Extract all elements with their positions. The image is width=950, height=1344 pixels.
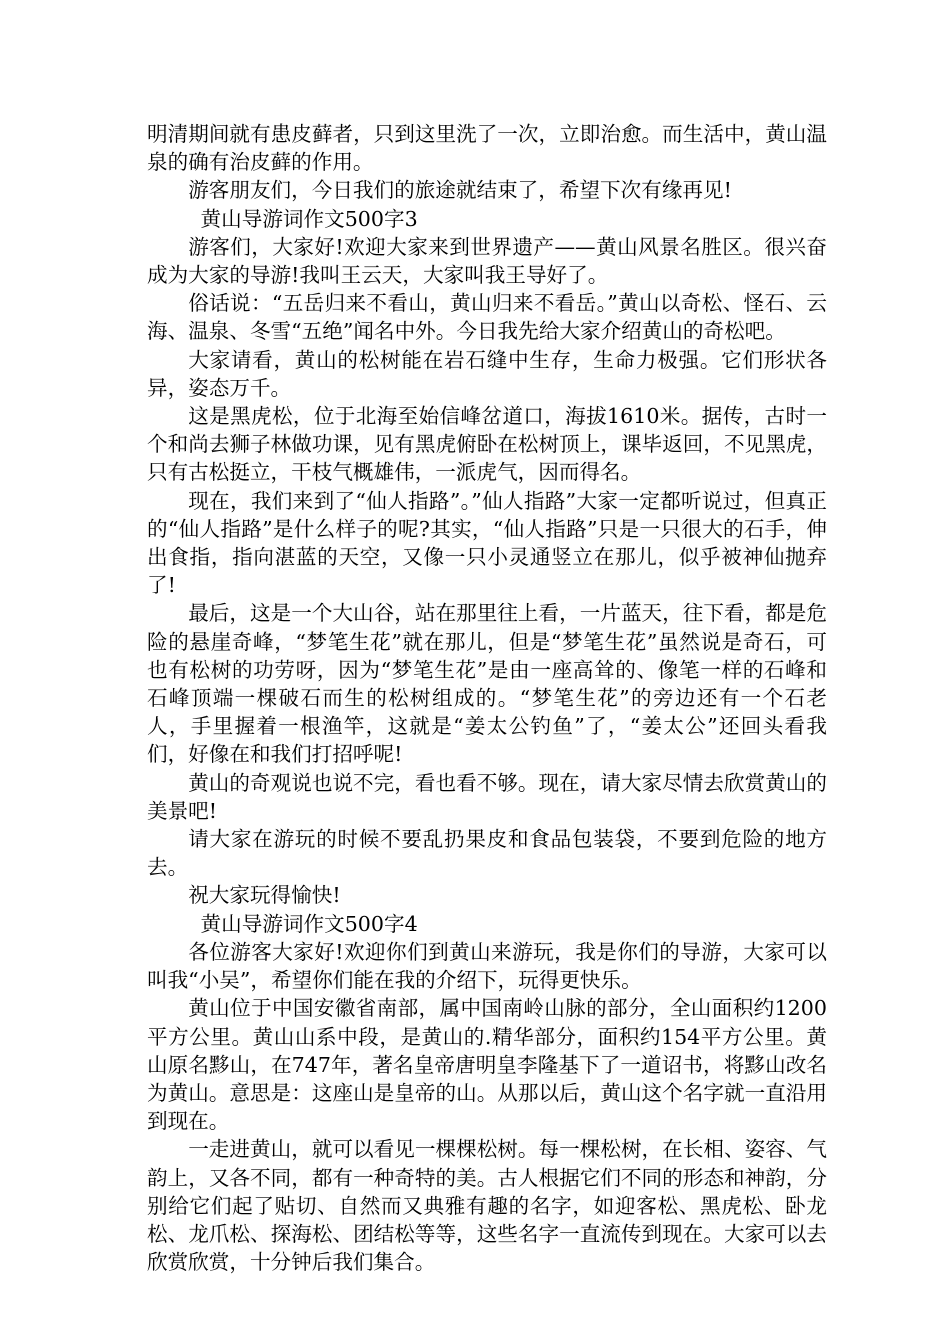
paragraph-wonders: 黄山的奇观说也说不完，看也看不够。现在，请大家尽情去欣赏黄山的美景吧!: [147, 770, 827, 823]
paragraph-saying: 俗话说：“五岳归来不看山，黄山归来不看岳。”黄山以奇松、怪石、云海、温泉、冬雪“五绝”闻名中外。今日我先给大家介绍黄山的奇松吧。: [147, 291, 827, 344]
paragraph-pines-intro: 大家请看，黄山的松树能在岩石缝中生存，生命力极强。它们形状各异，姿态万千。: [147, 347, 827, 400]
paragraph-greeting-4: 各位游客大家好!欢迎你们到黄山来游玩，我是你们的导游，大家可以叫我“小吴”，希望你们能在我的介绍下，玩得更快乐。: [147, 939, 827, 993]
paragraph-no-litter: 请大家在游玩的时候不要乱扔果皮和食品包装袋，不要到危险的地方去。: [147, 827, 827, 880]
paragraph-intro-continuation: 明清期间就有患皮藓者，只到这里洗了一次，立即治愈。而生活中，黄山温泉的确有治皮藓的作用。: [147, 122, 827, 175]
paragraph-location: 黄山位于中国安徽省南部，属中国南岭山脉的部分，全山面积约1200平方公里。黄山山系中段，是黄山的.精华部分，面积约154平方公里。黄山原名黟山，在747年，著名皇帝唐明皇李隆基下了一道诏书，将黟山改名为黄山。意思是：这座山是皇帝的山。从那以后，黄山这个名字就一直沿用到现在。: [147, 996, 827, 1134]
paragraph-dream-pen: 最后，这是一个大山谷，站在那里往上看，一片蓝天，往下看，都是危险的悬崖奇峰，“梦笔生花”就在那儿，但是“梦笔生花”虽然说是奇石，可也有松树的功劳呀，因为“梦笔生花”是由一座高耸的、像笔一样的石峰和石峰顶端一棵破石而生的松树组成的。“梦笔生花”的旁边还有一个石老人，手里握着一根渔竿，这就是“姜太公钓鱼”了，“姜太公”还回头看我们，好像在和我们打招呼呢!: [147, 601, 827, 767]
paragraph-greeting-3: 游客们，大家好!欢迎大家来到世界遗产——黄山风景名胜区。很兴奋成为大家的导游!我叫王云天，大家叫我王导好了。: [147, 234, 827, 288]
paragraph-immortal-pointing: 现在，我们来到了“仙人指路”。”仙人指路”大家一定都听说过，但真正的“仙人指路”是什么样子的呢?其实，“仙人指路”只是一只很大的石手，伸出食指，指向湛蓝的天空，又像一只小灵通竖立在那儿，似乎被神仙抛弃了!: [147, 488, 827, 598]
paragraph-enjoy: 祝大家玩得愉快!: [188, 883, 341, 908]
document-page: [147, 120, 827, 1276]
section-heading-4: 黄山导游词作文500字4: [200, 911, 418, 936]
paragraph-pine-names: 一走进黄山，就可以看见一棵棵松树。每一棵松树，在长相、姿容、气韵上，又各不同，都有一种奇特的美。古人根据它们不同的形态和神韵，分别给它们起了贴切、自然而又典雅有趣的名字，如迎客松、黑虎松、卧龙松、龙爪松、探海松、团结松等等，这些名字一直流传到现在。大家可以去欣赏欣赏，十分钟后我们集合。: [147, 1137, 827, 1275]
paragraph-black-tiger-pine: 这是黑虎松，位于北海至始信峰岔道口，海拔1610米。据传，古时一个和尚去狮子林做功课，见有黑虎俯卧在松树顶上，课毕返回，不见黑虎，只有古松挺立，干枝气概雄伟，一派虎气，因而得名。: [147, 404, 827, 485]
paragraph-farewell: 游客朋友们，今日我们的旅途就结束了，希望下次有缘再见!: [188, 178, 732, 203]
section-heading-3: 黄山导游词作文500字3: [200, 206, 418, 231]
